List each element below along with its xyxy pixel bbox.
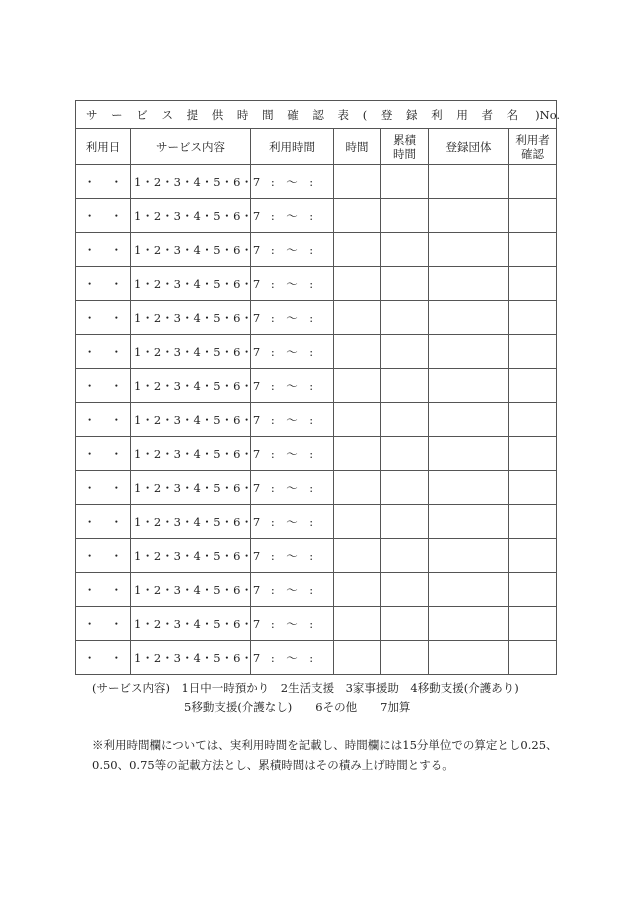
cell-organization[interactable] bbox=[429, 267, 509, 301]
cell-hours[interactable] bbox=[334, 641, 381, 675]
cell-user-confirm[interactable] bbox=[509, 437, 557, 471]
cell-cumulative-hours[interactable] bbox=[381, 335, 429, 369]
number-label: )No. bbox=[535, 107, 561, 122]
cell-service[interactable]: 1・2・3・4・5・6・7 bbox=[131, 369, 251, 403]
cell-cumulative-hours[interactable] bbox=[381, 301, 429, 335]
table-title: サ ー ビ ス 提 供 時 間 確 認 表 ( 登 録 利 用 者 名 bbox=[86, 107, 524, 122]
table-row bbox=[76, 539, 557, 573]
cell-usage-time[interactable]: : ～ : bbox=[251, 607, 334, 641]
cell-date[interactable]: ・ ・ bbox=[76, 505, 131, 539]
cell-cumulative-hours[interactable] bbox=[381, 165, 429, 199]
cell-service[interactable]: 1・2・3・4・5・6・7 bbox=[131, 267, 251, 301]
cell-cumulative-hours[interactable] bbox=[381, 233, 429, 267]
cell-hours[interactable] bbox=[334, 335, 381, 369]
cell-service[interactable]: 1・2・3・4・5・6・7 bbox=[131, 641, 251, 675]
legend-line-1: (サービス内容) 1日中一時預かり 2生活支援 3家事援助 4移動支援(介護あり) bbox=[92, 681, 519, 695]
cell-user-confirm[interactable] bbox=[509, 607, 557, 641]
cell-user-confirm[interactable] bbox=[509, 471, 557, 505]
table-row bbox=[76, 369, 557, 403]
cell-hours[interactable] bbox=[334, 199, 381, 233]
table-row bbox=[76, 267, 557, 301]
legend-line-2: 5移動支援(介護なし) 6その他 7加算 bbox=[184, 700, 411, 714]
cell-cumulative-hours[interactable] bbox=[381, 539, 429, 573]
cell-organization[interactable] bbox=[429, 335, 509, 369]
header-service: サービス内容 bbox=[131, 129, 251, 165]
cell-hours[interactable] bbox=[334, 573, 381, 607]
cell-date[interactable]: ・ ・ bbox=[76, 199, 131, 233]
cell-service[interactable]: 1・2・3・4・5・6・7 bbox=[131, 335, 251, 369]
cell-organization[interactable] bbox=[429, 165, 509, 199]
cell-usage-time[interactable]: : ～ : bbox=[251, 301, 334, 335]
cell-usage-time[interactable]: : ～ : bbox=[251, 335, 334, 369]
cell-usage-time[interactable]: : ～ : bbox=[251, 437, 334, 471]
cell-user-confirm[interactable] bbox=[509, 233, 557, 267]
header-date: 利用日 bbox=[76, 129, 131, 165]
header-usage-time: 利用時間 bbox=[251, 129, 334, 165]
cell-user-confirm[interactable] bbox=[509, 369, 557, 403]
cell-service[interactable]: 1・2・3・4・5・6・7 bbox=[131, 437, 251, 471]
cell-cumulative-hours[interactable] bbox=[381, 641, 429, 675]
cell-date[interactable]: ・ ・ bbox=[76, 369, 131, 403]
cell-usage-time[interactable]: : ～ : bbox=[251, 267, 334, 301]
cell-user-confirm[interactable] bbox=[509, 505, 557, 539]
cell-cumulative-hours[interactable] bbox=[381, 267, 429, 301]
cell-hours[interactable] bbox=[334, 267, 381, 301]
cell-usage-time[interactable]: : ～ : bbox=[251, 369, 334, 403]
header-hours: 時間 bbox=[334, 129, 381, 165]
cell-hours[interactable] bbox=[334, 607, 381, 641]
cell-date[interactable]: ・ ・ bbox=[76, 641, 131, 675]
cell-usage-time[interactable]: : ～ : bbox=[251, 199, 334, 233]
cell-user-confirm[interactable] bbox=[509, 573, 557, 607]
header-cumulative-hours: 累積 時間 bbox=[381, 129, 429, 165]
cell-service[interactable]: 1・2・3・4・5・6・7 bbox=[131, 403, 251, 437]
cell-hours[interactable] bbox=[334, 539, 381, 573]
cell-organization[interactable] bbox=[429, 199, 509, 233]
table-row bbox=[76, 233, 557, 267]
cell-cumulative-hours[interactable] bbox=[381, 505, 429, 539]
cell-cumulative-hours[interactable] bbox=[381, 403, 429, 437]
cell-usage-time[interactable]: : ～ : bbox=[251, 573, 334, 607]
cell-organization[interactable] bbox=[429, 505, 509, 539]
cell-user-confirm[interactable] bbox=[509, 301, 557, 335]
cell-organization[interactable] bbox=[429, 573, 509, 607]
table-row bbox=[76, 199, 557, 233]
cell-usage-time[interactable]: : ～ : bbox=[251, 471, 334, 505]
cell-usage-time[interactable]: : ～ : bbox=[251, 165, 334, 199]
cell-service[interactable]: 1・2・3・4・5・6・7 bbox=[131, 539, 251, 573]
cell-user-confirm[interactable] bbox=[509, 267, 557, 301]
cell-cumulative-hours[interactable] bbox=[381, 369, 429, 403]
cell-usage-time[interactable]: : ～ : bbox=[251, 233, 334, 267]
cell-user-confirm[interactable] bbox=[509, 641, 557, 675]
cell-service[interactable]: 1・2・3・4・5・6・7 bbox=[131, 607, 251, 641]
cell-cumulative-hours[interactable] bbox=[381, 437, 429, 471]
cell-cumulative-hours[interactable] bbox=[381, 607, 429, 641]
service-time-table bbox=[75, 100, 561, 675]
table-row bbox=[76, 573, 557, 607]
table-row bbox=[76, 437, 557, 471]
header-user-confirm: 利用者 確認 bbox=[509, 129, 557, 165]
cell-user-confirm[interactable] bbox=[509, 403, 557, 437]
cell-service[interactable]: 1・2・3・4・5・6・7 bbox=[131, 199, 251, 233]
cell-hours[interactable] bbox=[334, 301, 381, 335]
cell-hours[interactable] bbox=[334, 403, 381, 437]
remark-note: ※利用時間欄については、実利用時間を記載し、時間欄には15分単位での算定とし0.25、0.50、0.75等の記載方法とし、累積時間はその積み上げ時間とする。 bbox=[92, 738, 558, 772]
cell-hours[interactable] bbox=[334, 471, 381, 505]
cell-date[interactable]: ・ ・ bbox=[76, 539, 131, 573]
cell-organization[interactable] bbox=[429, 607, 509, 641]
cell-date[interactable]: ・ ・ bbox=[76, 301, 131, 335]
table-row bbox=[76, 403, 557, 437]
cell-organization[interactable] bbox=[429, 233, 509, 267]
cell-service[interactable]: 1・2・3・4・5・6・7 bbox=[131, 165, 251, 199]
cell-organization[interactable] bbox=[429, 437, 509, 471]
cell-date[interactable]: ・ ・ bbox=[76, 471, 131, 505]
table-row bbox=[76, 641, 557, 675]
cell-date[interactable]: ・ ・ bbox=[76, 403, 131, 437]
table-row bbox=[76, 165, 557, 199]
cell-cumulative-hours[interactable] bbox=[381, 471, 429, 505]
cell-hours[interactable] bbox=[334, 165, 381, 199]
table-title-row bbox=[76, 101, 561, 129]
cell-date[interactable]: ・ ・ bbox=[76, 165, 131, 199]
cell-service[interactable]: 1・2・3・4・5・6・7 bbox=[131, 233, 251, 267]
cell-organization[interactable] bbox=[429, 471, 509, 505]
table-row bbox=[76, 505, 557, 539]
service-legend bbox=[92, 679, 562, 717]
cell-cumulative-hours[interactable] bbox=[381, 573, 429, 607]
cell-usage-time[interactable]: : ～ : bbox=[251, 403, 334, 437]
cell-hours[interactable] bbox=[334, 437, 381, 471]
cell-service[interactable]: 1・2・3・4・5・6・7 bbox=[131, 573, 251, 607]
cell-service[interactable]: 1・2・3・4・5・6・7 bbox=[131, 471, 251, 505]
cell-date[interactable]: ・ ・ bbox=[76, 335, 131, 369]
cell-hours[interactable] bbox=[334, 233, 381, 267]
table-row bbox=[76, 607, 557, 641]
cell-organization[interactable] bbox=[429, 369, 509, 403]
cell-user-confirm[interactable] bbox=[509, 539, 557, 573]
cell-service[interactable]: 1・2・3・4・5・6・7 bbox=[131, 301, 251, 335]
cell-date[interactable]: ・ ・ bbox=[76, 437, 131, 471]
cell-organization[interactable] bbox=[429, 403, 509, 437]
cell-user-confirm[interactable] bbox=[509, 165, 557, 199]
cell-cumulative-hours[interactable] bbox=[381, 199, 429, 233]
cell-service[interactable]: 1・2・3・4・5・6・7 bbox=[131, 505, 251, 539]
cell-date[interactable]: ・ ・ bbox=[76, 267, 131, 301]
table-row bbox=[76, 471, 557, 505]
cell-organization[interactable] bbox=[429, 301, 509, 335]
table-row bbox=[76, 335, 557, 369]
cell-usage-time[interactable]: : ～ : bbox=[251, 641, 334, 675]
cell-user-confirm[interactable] bbox=[509, 199, 557, 233]
cell-usage-time[interactable]: : ～ : bbox=[251, 505, 334, 539]
cell-hours[interactable] bbox=[334, 369, 381, 403]
cell-organization[interactable] bbox=[429, 539, 509, 573]
cell-organization[interactable] bbox=[429, 641, 509, 675]
table-row bbox=[76, 301, 557, 335]
cell-hours[interactable] bbox=[334, 505, 381, 539]
cell-usage-time[interactable]: : ～ : bbox=[251, 539, 334, 573]
cell-user-confirm[interactable] bbox=[509, 335, 557, 369]
cell-date[interactable]: ・ ・ bbox=[76, 233, 131, 267]
cell-date[interactable]: ・ ・ bbox=[76, 573, 131, 607]
header-organization: 登録団体 bbox=[429, 129, 509, 165]
cell-date[interactable]: ・ ・ bbox=[76, 607, 131, 641]
